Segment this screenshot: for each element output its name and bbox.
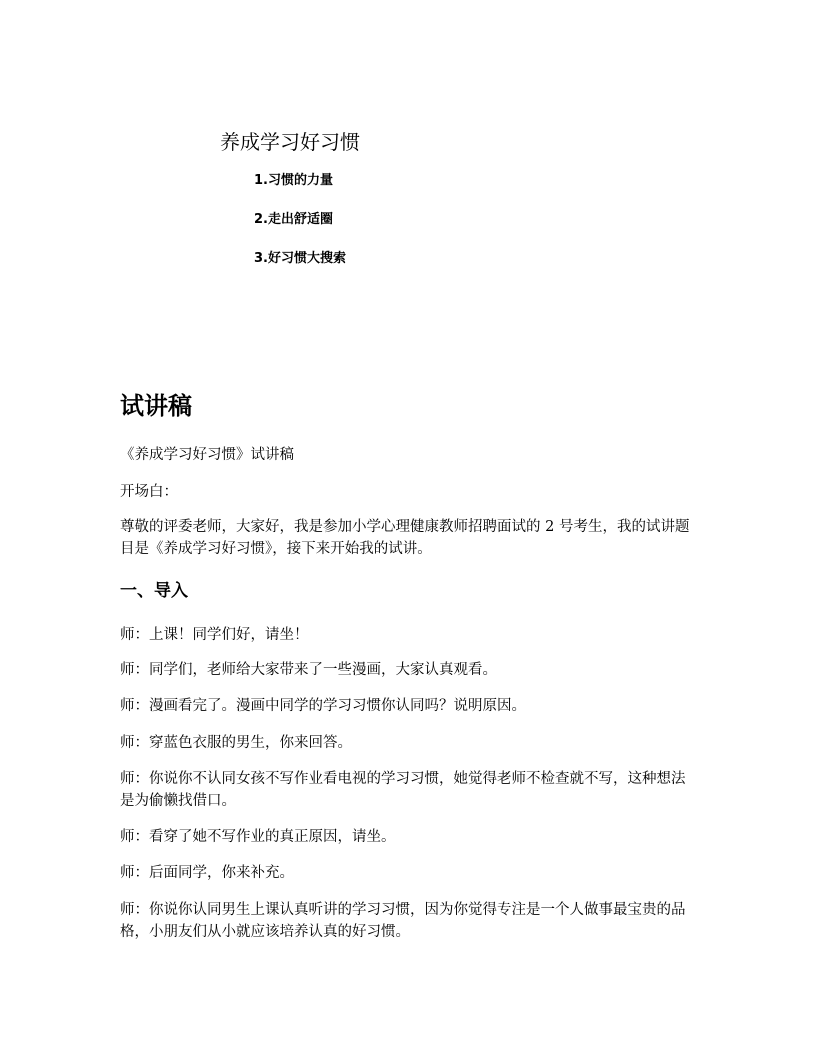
outline-title: 养成学习好习惯 bbox=[220, 130, 360, 154]
dialogue-line: 师：你说你不认同女孩不写作业看电视的学习习惯，她觉得老师不检查就不写，这种想法是为偷懒找借口。 bbox=[120, 771, 686, 809]
outline-item: 3.好习惯大搜索 bbox=[254, 251, 346, 266]
opening-paragraph: 尊敬的评委老师，大家好，我是参加小学心理健康教师招聘面试的 2 号考生，我的试讲题目是《养成学习好习惯》，接下来开始我的试讲。 bbox=[120, 519, 690, 557]
outline-item: 2.走出舒适圈 bbox=[254, 212, 333, 227]
dialogue-line: 师：你说你认同男生上课认真听讲的学习习惯，因为你觉得专注是一个人做事最宝贵的品格，小朋友们从小就应该培养认真的好习惯。 bbox=[120, 902, 686, 940]
dialogue-line: 师：同学们，老师给大家带来了一些漫画，大家认真观看。 bbox=[120, 662, 497, 678]
opening-label: 开场白： bbox=[120, 484, 178, 500]
dialogue-line: 师：上课！同学们好，请坐！ bbox=[120, 627, 309, 643]
dialogue-line: 师：穿蓝色衣服的男生，你来回答。 bbox=[120, 735, 352, 751]
dialogue-line: 师：看穿了她不写作业的真正原因，请坐。 bbox=[120, 829, 396, 845]
section-heading-intro: 一、导入 bbox=[120, 581, 188, 601]
dialogue-line: 师：漫画看完了。漫画中同学的学习习惯你认同吗？说明原因。 bbox=[120, 698, 526, 714]
document-subtitle: 《养成学习好习惯》试讲稿 bbox=[120, 447, 294, 463]
dialogue-line: 师：后面同学，你来补充。 bbox=[120, 865, 294, 881]
outline-item: 1.习惯的力量 bbox=[254, 173, 333, 188]
document-title: 试讲稿 bbox=[120, 392, 192, 420]
